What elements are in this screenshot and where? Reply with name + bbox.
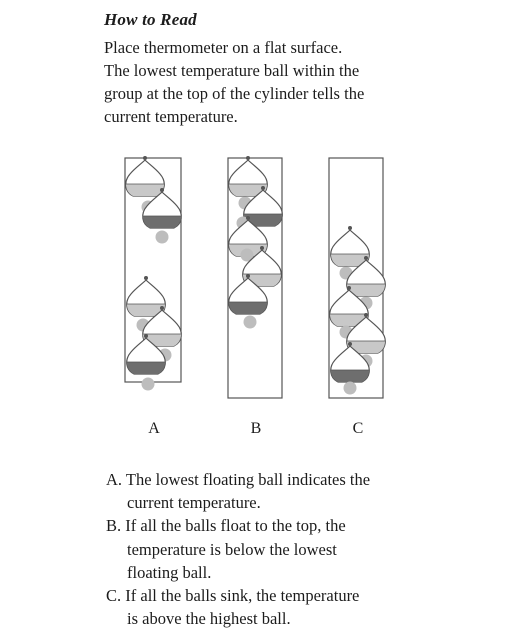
heading: How to Read	[104, 10, 197, 29]
note-a	[106, 468, 426, 514]
note-line: A. The lowest floating ball indicates the	[106, 470, 371, 489]
intro-line: The lowest temperature ball within the	[104, 61, 360, 80]
thermometer-diagram	[0, 150, 522, 400]
note-line: is above the highest ball.	[127, 609, 291, 629]
cylinder-label-b: B	[250, 420, 262, 437]
cylinder-a	[125, 156, 181, 391]
intro-line: group at the top of the cylinder tells the	[104, 84, 365, 103]
note-line: floating ball.	[127, 562, 212, 582]
notes-list	[106, 468, 426, 630]
intro-line: current temperature.	[104, 107, 238, 126]
intro-paragraph	[104, 36, 434, 128]
note-line: C. If all the balls sink, the temperature	[106, 586, 360, 606]
note-line: B. If all the balls float to the top, the	[106, 516, 346, 536]
cylinder-label-c: C	[352, 420, 364, 437]
note-c	[106, 584, 426, 630]
cylinder-c	[329, 158, 385, 398]
note-line: current temperature.	[127, 493, 261, 513]
note-line: temperature is below the lowest	[127, 539, 337, 559]
cylinder-label-a: A	[148, 420, 160, 437]
cylinder-b	[228, 156, 282, 398]
note-b	[106, 514, 426, 584]
intro-line: Place thermometer on a flat surface.	[104, 38, 343, 57]
